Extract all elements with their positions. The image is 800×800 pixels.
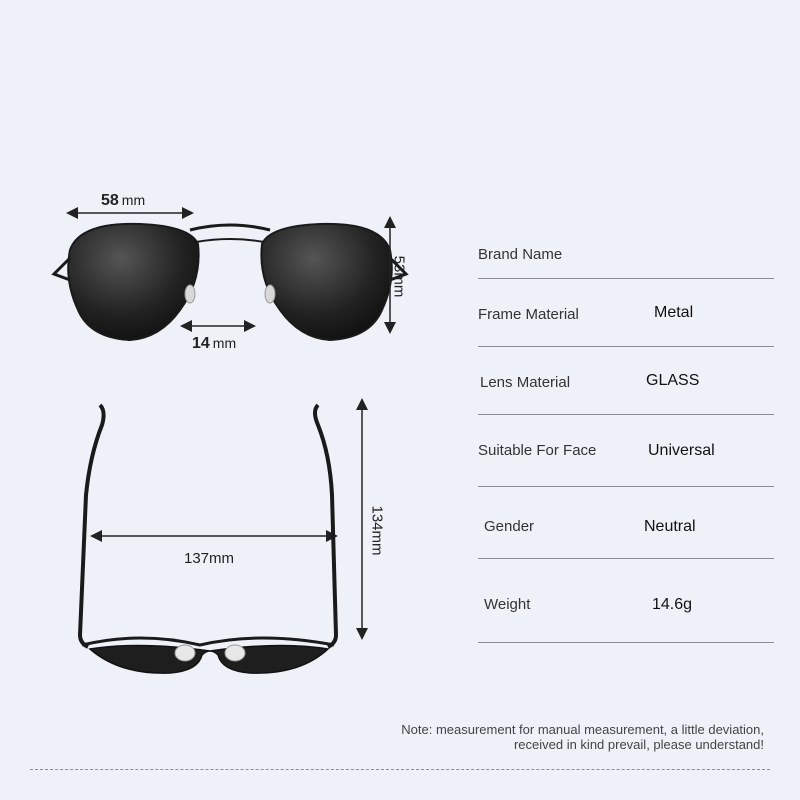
spec-row-brand: Brand Name <box>478 222 774 279</box>
lens-width-label: 58 mm <box>101 192 146 209</box>
measurement-note: Note: measurement for manual measurement, a little deviation, received in kind prevail, please understand! <box>401 722 764 752</box>
lens-height-label: 53mm <box>390 255 408 298</box>
bridge-width-label: 14 mm <box>192 335 237 352</box>
spec-row-lens-material: Lens Material GLASS <box>478 346 774 415</box>
spec-row-gender: Gender Neutral <box>478 486 774 559</box>
temple-length-label: 134mm <box>368 505 386 556</box>
spec-row-frame-material: Frame Material Metal <box>478 278 774 347</box>
frame-width-label: 137mm <box>184 550 235 567</box>
spec-row-weight: Weight 14.6g <box>478 558 774 643</box>
divider-dashed <box>30 769 770 770</box>
spec-row-face: Suitable For Face Universal <box>478 414 774 487</box>
sunglasses-top-view <box>60 395 350 685</box>
